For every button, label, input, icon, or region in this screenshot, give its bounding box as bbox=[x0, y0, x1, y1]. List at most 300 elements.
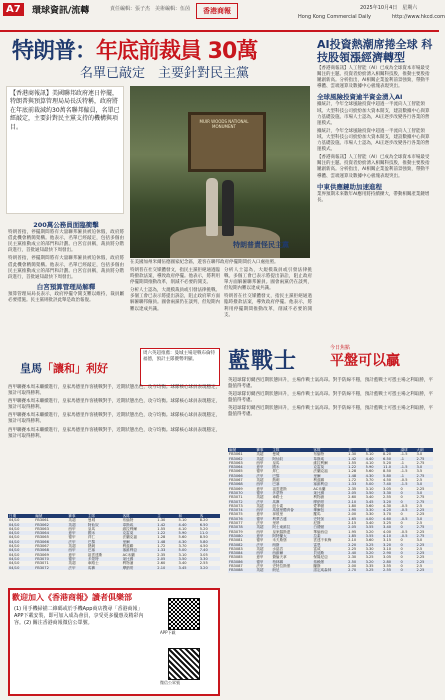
table-cell: FB3075 bbox=[229, 512, 243, 517]
table-header-cell: 主 bbox=[156, 514, 177, 518]
table-cell: 2.00 bbox=[348, 564, 357, 569]
table-cell: 白禮頓 bbox=[312, 525, 347, 529]
table-cell: 2.60 bbox=[157, 561, 166, 566]
table-cell: FB3086 bbox=[228, 560, 255, 564]
table-cell: 意甲 bbox=[255, 465, 271, 469]
table-cell: FB3062 bbox=[34, 523, 67, 527]
table-row bbox=[228, 538, 433, 542]
table-cell: 0 bbox=[399, 560, 415, 564]
table-cell: 3.40 bbox=[178, 561, 187, 566]
table-cell: 2.50 bbox=[347, 560, 364, 564]
table-row bbox=[228, 568, 433, 572]
editor-credit: 責任編輯：張子杰 美術編輯：伍茵 bbox=[110, 6, 191, 12]
table-cell: 2.75 bbox=[415, 500, 433, 504]
table-cell: FB3067 bbox=[35, 544, 49, 549]
table-cell: 法蘭克福 bbox=[313, 469, 328, 474]
table-cell: 1.42 bbox=[347, 457, 364, 461]
app-qr-code[interactable] bbox=[168, 598, 200, 630]
table-cell: 5.10 bbox=[365, 452, 374, 457]
table-cell: 4.40 bbox=[178, 523, 199, 527]
table-cell: 巴黎 bbox=[271, 474, 312, 478]
table-cell: 3.60 bbox=[365, 538, 374, 543]
table-cell: 德甲 bbox=[255, 517, 271, 521]
table-cell: 德甲 bbox=[68, 535, 76, 540]
table-cell: 3.0 bbox=[415, 517, 433, 521]
table-cell: 3.25 bbox=[383, 521, 392, 526]
table-cell: 3.30 bbox=[365, 512, 374, 517]
table-cell: 2.35 bbox=[348, 486, 357, 491]
table-cell: 曼城 bbox=[87, 518, 96, 523]
wechat-qr-code[interactable] bbox=[168, 648, 200, 680]
table-cell: 塞維利亞 bbox=[122, 548, 157, 552]
table-cell: 1.28 bbox=[348, 469, 357, 474]
right-paragraph: 【香港商報訊】人工智能（AI）已成為全球資本市場最受關注的主題。投資者紛紛湧入相關科技股，推動主要股指屢創新高。分析指出，AI相關企業盈利前景強勁，帶動半導體、雲端運算及數據中心板塊表現突出。 bbox=[317, 155, 430, 179]
table-cell: 8.20 bbox=[383, 452, 392, 457]
column-subheading: 白宮預算管理局解釋 bbox=[36, 282, 96, 291]
table-cell: 3.0 bbox=[415, 482, 433, 486]
table-cell: 0 bbox=[399, 491, 415, 495]
table-cell: 1.42 bbox=[156, 523, 177, 527]
table-cell: 2.05 bbox=[347, 491, 364, 495]
table-cell: 0 bbox=[399, 568, 415, 572]
table-cell: FB3068 bbox=[34, 548, 67, 552]
table-cell: 04/10 bbox=[9, 561, 20, 566]
table-cell: 8.50 bbox=[199, 535, 208, 540]
column-subheading: 特朗普責怪民主黨 bbox=[233, 241, 289, 249]
table-cell: 英超 bbox=[68, 561, 76, 566]
table-cell: FB3072 bbox=[34, 566, 67, 570]
table-cell: 04/10 bbox=[8, 557, 34, 561]
table-cell: 3.30 bbox=[365, 508, 382, 512]
table-cell: FB3071 bbox=[35, 561, 49, 566]
masthead-logo: 香港商報 bbox=[196, 3, 238, 19]
sports-paragraph: 英超球隊切爾西近期狀態回升，主場作戰士氣高昂。對手防線不穩，預計藍戰士可憑主場之利取勝，平盤值得考慮。 bbox=[228, 392, 433, 404]
table-cell: 法甲 bbox=[255, 543, 271, 547]
table-header-cell: 賽事 bbox=[67, 514, 86, 518]
table-cell: 3.20 bbox=[365, 529, 374, 534]
paper-url[interactable]: http://www.hkcd.com bbox=[392, 14, 445, 20]
table-cell: 馬德里體育會 bbox=[271, 508, 312, 512]
table-cell: 5.80 bbox=[199, 540, 220, 544]
table-cell: 皇馬 bbox=[272, 460, 280, 465]
table-header-cell: 和 bbox=[178, 514, 199, 518]
table-cell: 利華古遜 bbox=[271, 517, 312, 521]
table-cell: 1.30 bbox=[348, 452, 357, 457]
table-cell: 西甲 bbox=[67, 548, 86, 552]
table-cell: -0.5 bbox=[399, 517, 415, 521]
table-cell: 8.20 bbox=[199, 518, 208, 523]
table-cell: 3.60 bbox=[365, 503, 374, 508]
sports-paragraph: 西甲聯賽本周末繼續進行，皇家馬德里作客挑戰對手，近期狀態出色，攻守均衡。球隊核心球員表現穩定，預計可取得勝利。 bbox=[8, 427, 220, 439]
column-paragraph: 預算管理局局長表示，政府停擺令開支難以維持，裁員屬必要措施。民主黨則批評此舉是政治報復。 bbox=[8, 291, 124, 304]
table-cell: 西甲 bbox=[255, 508, 271, 512]
table-cell: -1 bbox=[399, 474, 415, 478]
table-cell: 法甲 bbox=[255, 500, 271, 504]
table-header-cell: 客隊 bbox=[122, 514, 157, 518]
table-cell: FB3079 bbox=[229, 529, 243, 534]
table-cell: 04/10 bbox=[9, 544, 20, 549]
table-cell: 拉素 bbox=[312, 534, 347, 538]
table-cell: 2.25 bbox=[415, 551, 433, 555]
table-cell: 2.55 bbox=[382, 568, 399, 572]
table-cell: 0 bbox=[400, 512, 403, 517]
table-cell: 西甲 bbox=[68, 526, 76, 531]
table-cell: 5.60 bbox=[365, 469, 374, 474]
table-cell: 2.00 bbox=[348, 512, 357, 517]
table-cell: FB3074 bbox=[228, 508, 255, 512]
table-cell: 阿仙奴 bbox=[87, 523, 122, 527]
table-cell: 0 bbox=[400, 495, 403, 500]
table-cell: 馬賽 bbox=[271, 500, 312, 504]
table-cell: 0 bbox=[400, 555, 403, 560]
table-cell: 2.25 bbox=[415, 508, 433, 512]
table-cell: 3.10 bbox=[383, 546, 392, 551]
table-cell: 蘭斯 bbox=[313, 564, 321, 569]
table-cell: FB3065 bbox=[35, 535, 49, 540]
table-cell: FB3083 bbox=[229, 546, 243, 551]
table-cell: 意甲 bbox=[68, 552, 76, 557]
table-cell: 2.5 bbox=[416, 521, 423, 526]
table-cell: 2.75 bbox=[416, 495, 425, 500]
table-cell: 2.55 bbox=[199, 561, 208, 566]
table-cell: 2.25 bbox=[416, 512, 425, 517]
table-cell: 德甲 bbox=[255, 560, 271, 564]
table-cell: 3.05 bbox=[383, 486, 392, 491]
table-cell: 祖雲達斯 bbox=[272, 486, 287, 491]
table-cell: FB3071 bbox=[229, 495, 243, 500]
sports-headline-part: 皇馬 bbox=[20, 362, 42, 375]
table-cell: 4.40 bbox=[365, 457, 382, 461]
table-cell: 西甲 bbox=[256, 529, 264, 534]
article-column-1 bbox=[8, 222, 124, 304]
table-cell: 3.05 bbox=[199, 552, 208, 557]
sports-banner-tag: 今日焦點 bbox=[330, 345, 351, 351]
table-cell: FB3068 bbox=[228, 482, 255, 486]
table-cell: 3.40 bbox=[382, 525, 399, 529]
table-cell: 4.30 bbox=[383, 503, 392, 508]
table-cell: -1.5 bbox=[400, 452, 408, 457]
table-cell: -0.5 bbox=[400, 529, 408, 534]
table-cell: 2.25 bbox=[415, 543, 433, 547]
table-cell: FB3073 bbox=[229, 503, 243, 508]
sports-article-left bbox=[8, 385, 220, 440]
sports-banner-subtitle: 平盤可以贏 bbox=[330, 353, 400, 369]
table-header-cell: 客 bbox=[199, 514, 220, 518]
table-cell: 水晶宮 bbox=[272, 546, 284, 551]
table-cell: 2.80 bbox=[382, 560, 399, 564]
table-cell: 0 bbox=[400, 521, 403, 526]
table-cell: 5.00 bbox=[178, 548, 199, 552]
photo-person bbox=[222, 180, 234, 236]
table-cell: 2.75 bbox=[415, 525, 433, 529]
table-cell: FB3066 bbox=[228, 474, 255, 478]
table-cell: 羅馬 bbox=[313, 512, 321, 517]
table-cell: FB3062 bbox=[228, 457, 255, 461]
table-cell: 2.75 bbox=[415, 474, 433, 478]
news-photo bbox=[130, 86, 310, 258]
table-cell: 摩納哥 bbox=[122, 566, 157, 570]
table-cell: 克雷莫 bbox=[312, 465, 347, 469]
column-paragraph: 特朗普指，停擺期間將有大量聯邦僱員被迫休假，政府將借此機會精簡架構。他表示，名單已經敲定，包括多個由民主黨推動成立的部門和計劃。白宮官員稱，裁員將分階段進行，首批通知最快下周發出。 bbox=[8, 256, 124, 280]
table-cell: 多蒙特 bbox=[87, 557, 122, 561]
table-cell: 1.55 bbox=[157, 526, 166, 531]
table-cell: 西甲 bbox=[255, 551, 271, 555]
table-header-cell: 日期 bbox=[8, 514, 34, 518]
table-cell: AC米蘭 bbox=[313, 486, 326, 491]
table-cell: 5.20 bbox=[383, 460, 392, 465]
table-cell: 3.55 bbox=[365, 525, 382, 529]
table-cell: 6.50 bbox=[382, 457, 399, 461]
table-header-cell: 主隊 bbox=[87, 514, 122, 518]
table-cell: 3.20 bbox=[382, 500, 399, 504]
table-cell: 弗賴堡 bbox=[312, 560, 347, 564]
table-cell: -1.5 bbox=[399, 482, 415, 486]
table-cell: 阿士東維拉 bbox=[271, 525, 312, 529]
table-cell: 里爾 bbox=[312, 474, 347, 478]
table-cell: 曼城 bbox=[272, 452, 280, 457]
table-cell: 3.30 bbox=[382, 491, 399, 495]
table-cell: 熱刺 bbox=[272, 478, 280, 483]
table-cell: 2.25 bbox=[415, 560, 433, 564]
table-cell: 里昂 bbox=[272, 521, 280, 526]
photo-caption: 在美國加州米爾伍德國家紀念區，遊客在聯邦政府停擺期間於入口處拍照。 bbox=[130, 260, 279, 265]
table-cell: 阿特蘭大 bbox=[271, 534, 312, 538]
table-cell: 利物浦 bbox=[122, 561, 134, 566]
table-cell: 1.85 bbox=[347, 534, 364, 538]
table-cell: 保隆尼亞 bbox=[313, 555, 328, 560]
table-cell: 7.40 bbox=[199, 548, 220, 552]
table-cell: 2.10 bbox=[156, 566, 177, 570]
table-cell: 巴塞 bbox=[271, 482, 312, 486]
table-cell: 禾夫斯堡 bbox=[272, 538, 287, 543]
table-cell: 利物浦 bbox=[313, 495, 325, 500]
table-cell: 3.30 bbox=[365, 546, 374, 551]
table-cell: 0 bbox=[399, 543, 415, 547]
table-cell: 3.25 bbox=[365, 568, 382, 572]
table-cell: 拿玻里 bbox=[272, 512, 284, 517]
table-cell: 2.20 bbox=[347, 543, 364, 547]
table-cell: 1.22 bbox=[156, 531, 177, 535]
table-cell: 2.40 bbox=[347, 551, 364, 555]
table-cell: 5.90 bbox=[178, 531, 199, 535]
table-cell: 0 bbox=[399, 525, 415, 529]
table-header-cell: 編號 bbox=[228, 448, 255, 452]
table-cell: 8.50 bbox=[383, 469, 392, 474]
table-cell: 4.30 bbox=[365, 474, 382, 478]
sports-paragraph: 西甲聯賽本周末繼續進行，皇家馬德里作客挑戰對手，近期狀態出色，攻守均衡。球隊核心球員表現穩定，預計可取得勝利。 bbox=[8, 399, 220, 411]
sports-headline bbox=[20, 360, 108, 376]
table-cell: 布倫特 bbox=[122, 518, 134, 523]
table-cell: 利茲聯 bbox=[122, 544, 134, 549]
table-cell: 皇家蘇斯達 bbox=[272, 529, 291, 534]
sub-headline: 名單已敲定 主要針對民主黨 bbox=[80, 66, 250, 81]
table-cell: 西甲 bbox=[256, 460, 264, 465]
table-cell: 塞維利亞 bbox=[312, 482, 347, 486]
table-cell: 英超 bbox=[68, 518, 76, 523]
headline-part1: 特朗普： bbox=[12, 39, 97, 64]
table-cell: 英超 bbox=[255, 525, 271, 529]
table-cell: 3.40 bbox=[365, 495, 374, 500]
table-cell: 1.48 bbox=[156, 540, 177, 544]
table-cell: 1.80 bbox=[348, 503, 357, 508]
table-cell: 西維爾 bbox=[271, 551, 312, 555]
table-cell: 維拉利爾 bbox=[122, 526, 137, 531]
table-cell: 04/10 bbox=[9, 535, 20, 540]
table-cell: -1 bbox=[400, 460, 405, 465]
table-cell: 3.10 bbox=[178, 552, 187, 557]
table-cell: FB3069 bbox=[35, 552, 49, 557]
table-cell: 1.33 bbox=[156, 548, 177, 552]
table-cell: 法蘭克福 bbox=[122, 535, 137, 540]
ad-title: 歡迎加入《香港商報》讀者俱樂部 bbox=[12, 593, 132, 602]
table-cell: 國米 bbox=[271, 465, 312, 469]
table-cell: 意甲 bbox=[255, 534, 271, 538]
table-cell: 法甲 bbox=[256, 564, 264, 569]
table-cell: FB3084 bbox=[228, 551, 255, 555]
table-cell: -0.5 bbox=[399, 508, 415, 512]
ad-body: (1) 用手機掃描二維碼或於手機App商店搜尋「香港商報」APP下載安裝，即可加入成為會員，享受更多優惠及精彩內容。(2) 關注香港商報微信公眾號。 bbox=[14, 606, 144, 626]
sports-paragraph: 英超球隊切爾西近期狀態回升，主場作戰士氣高昂。對手防線不穩，預計藍戰士可憑主場之利取勝，平盤值得考慮。 bbox=[228, 378, 433, 390]
table-cell: 韋斯咸 bbox=[122, 523, 157, 527]
table-row bbox=[8, 566, 220, 570]
table-cell: 意甲 bbox=[256, 555, 264, 560]
table-cell: 4.60 bbox=[382, 517, 399, 521]
table-cell: 貝迪斯 bbox=[312, 551, 347, 555]
table-cell: -0.5 bbox=[399, 534, 415, 538]
table-cell: 意甲 bbox=[256, 486, 264, 491]
table-cell: 2.5 bbox=[416, 564, 423, 569]
table-cell: 3.70 bbox=[383, 512, 392, 517]
table-cell: 車路士 bbox=[272, 495, 284, 500]
table-cell: 朗斯 bbox=[271, 543, 312, 547]
table-cell: 華倫西亞 bbox=[313, 529, 328, 534]
table-cell: 英超 bbox=[256, 503, 264, 508]
table-cell: 5.20 bbox=[199, 526, 208, 531]
sports-banner-title: 藍戰士 bbox=[228, 349, 298, 374]
table-cell: 7.40 bbox=[382, 482, 399, 486]
table-cell: 4.30 bbox=[178, 540, 199, 544]
table-cell: 1.95 bbox=[348, 529, 357, 534]
table-cell: 04/10 bbox=[8, 531, 34, 535]
table-cell: FB3085 bbox=[229, 555, 243, 560]
right-paragraph: 業界預期未來數年AI應用將持續擴大，帶動相關產業鏈增長。 bbox=[317, 191, 430, 203]
table-cell: 2.25 bbox=[415, 568, 433, 572]
table-cell: 5.00 bbox=[365, 482, 382, 486]
table-cell: FB3080 bbox=[228, 534, 255, 538]
table-cell: 3.45 bbox=[178, 566, 199, 570]
right-subheading: 中東供應鏈助加速進程 bbox=[317, 182, 382, 191]
table-cell: FB3070 bbox=[228, 491, 255, 495]
table-cell: FB3077 bbox=[229, 521, 243, 526]
table-cell: 3.30 bbox=[199, 557, 220, 561]
table-cell: 西甲 bbox=[255, 482, 271, 486]
sports-paragraph: 西甲聯賽本周末繼續進行，皇家馬德里作客挑戰對手，近期狀態出色，攻守均衡。球隊核心球員表現穩定，預計可取得勝利。 bbox=[8, 385, 220, 397]
table-cell: 2.30 bbox=[348, 555, 357, 560]
table-cell: 拜仁 bbox=[272, 469, 280, 474]
table-cell: 3.35 bbox=[365, 564, 374, 569]
table-cell: 0 bbox=[400, 538, 403, 543]
sports-promo-box: 周六英超推薦：曼城主場迎戰布倫特福德，預計主隊優勢明顯。 bbox=[140, 348, 220, 386]
photo-person bbox=[206, 178, 218, 236]
table-cell: -1 bbox=[399, 457, 415, 461]
table-cell: FB3061 bbox=[229, 452, 243, 457]
table-cell: FB3069 bbox=[229, 486, 243, 491]
table-cell: 2.25 bbox=[416, 555, 425, 560]
paper-english-name: Hong Kong Commercial Daily bbox=[298, 14, 371, 20]
table-cell: 2.5 bbox=[416, 478, 423, 483]
table-cell: 史特拉斯堡 bbox=[272, 564, 291, 569]
table-cell: 英超 bbox=[256, 495, 264, 500]
table-cell: FB3064 bbox=[34, 531, 67, 535]
table-cell: FB3061 bbox=[35, 518, 49, 523]
table-header-cell: 主 bbox=[347, 448, 364, 452]
article-column-3 bbox=[224, 268, 312, 319]
table-cell: 3.55 bbox=[383, 564, 392, 569]
table-cell: 柏林聯 bbox=[271, 560, 312, 564]
sports-paragraph: 西甲聯賽本周末繼續進行，皇家馬德里作客挑戰對手，近期狀態出色，攻守均衡。球隊核心球員表現穩定，預計可取得勝利。 bbox=[8, 413, 220, 425]
table-cell: 雷恩 bbox=[312, 543, 347, 547]
table-cell: 2.90 bbox=[382, 551, 399, 555]
table-cell: 皇馬 bbox=[87, 526, 96, 531]
table-cell: 2.05 bbox=[156, 557, 177, 561]
table-header-cell: 大細 bbox=[415, 448, 433, 452]
table-cell: 04/10 bbox=[8, 540, 34, 544]
table-cell: 3.05 bbox=[383, 555, 392, 560]
table-cell: 3.0 bbox=[415, 491, 433, 495]
table-cell: 阿仙奴 bbox=[271, 457, 312, 461]
right-article-title: AI投資熱潮席捲全球 科技股領漲經濟轉型 bbox=[317, 38, 433, 64]
table-cell: FB3088 bbox=[228, 568, 255, 572]
table-cell: 3.55 bbox=[365, 534, 382, 538]
table-cell: 英超 bbox=[67, 523, 86, 527]
table-cell: 法甲 bbox=[67, 540, 86, 544]
table-cell: 英超 bbox=[256, 478, 264, 483]
table-cell: 0 bbox=[400, 564, 403, 569]
table-cell: 1.28 bbox=[157, 535, 166, 540]
table-cell: 1.22 bbox=[347, 465, 364, 469]
table-cell: 0 bbox=[400, 486, 403, 491]
table-cell: 11.0 bbox=[199, 531, 220, 535]
column-paragraph: 特朗普在社交媒體發文，指民主黨拒絕通過臨時撥款法案，導致政府停擺。他表示，將利用停擺期間推動改革，削減不必要的開支。 bbox=[224, 294, 312, 318]
table-cell: 里爾 bbox=[122, 540, 157, 544]
table-cell: FB3082 bbox=[228, 543, 255, 547]
table-cell: FB3065 bbox=[229, 469, 243, 474]
table-cell: 英超 bbox=[255, 568, 271, 572]
table-cell: 2.25 bbox=[416, 486, 425, 491]
odds-table-right bbox=[228, 448, 433, 573]
sports-headline-part: 「讓和」 bbox=[42, 362, 86, 375]
table-cell: 4.10 bbox=[365, 460, 374, 465]
right-subheading: 全球風險投資逾半資金湧入AI bbox=[317, 93, 403, 102]
table-cell: 1.30 bbox=[157, 518, 166, 523]
right-paragraph: 【香港商報訊】人工智能（AI）已成為全球資本市場最受關注的主題。投資者紛紛湧入相關科技股，推動主要股指屢創新高。分析指出，AI相關企業盈利前景強勁，帶動半導體、雲端運算及數據中心板塊表現突出。 bbox=[317, 66, 430, 90]
main-headline bbox=[12, 34, 257, 65]
table-cell: 克雷莫 bbox=[122, 531, 157, 535]
table-cell: 韋斯咸 bbox=[312, 457, 347, 461]
table-cell: 畢爾包 bbox=[312, 508, 347, 512]
table-cell: 6.50 bbox=[199, 523, 220, 527]
table-cell: 1.55 bbox=[348, 460, 357, 465]
right-paragraph: 據統計，今年全球風險投資中超過一半流向人工智能領域。大型科技公司紛紛加大資本開支，建設數據中心與算力基礎設施。市場人士認為，AI正逐步改變各行各業的營運模式。 bbox=[317, 128, 430, 153]
table-cell: 維拉利爾 bbox=[313, 460, 328, 465]
table-cell: 2.15 bbox=[348, 521, 357, 526]
table-cell: 英超 bbox=[256, 452, 264, 457]
table-cell: 1.48 bbox=[347, 474, 364, 478]
table-cell: 04/10 bbox=[8, 566, 34, 570]
table-cell: 2.05 bbox=[347, 525, 364, 529]
table-cell: FB3063 bbox=[229, 460, 243, 465]
table-cell: 愛華頓 bbox=[313, 503, 325, 508]
